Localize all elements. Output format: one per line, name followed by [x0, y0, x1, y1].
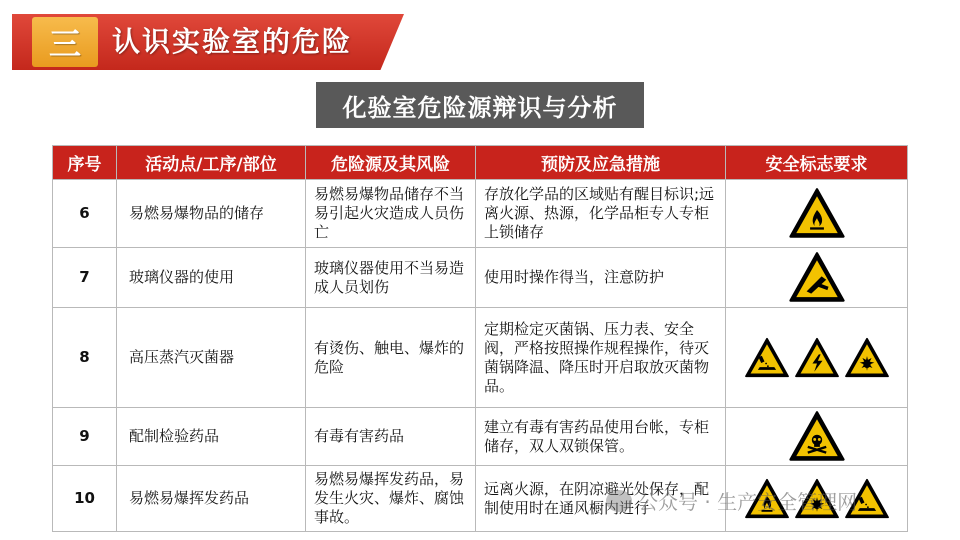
row-measures: 远离火源，在阴凉避光处保存，配制使用时在通风橱内进行: [476, 466, 726, 532]
row-signs: [726, 180, 908, 248]
header-signs: 安全标志要求: [726, 146, 908, 180]
row-activity: 高压蒸汽灭菌器: [117, 308, 306, 408]
electric-shock-icon: [794, 337, 840, 379]
table-row: [53, 308, 908, 408]
row-hazard: 有烫伤、触电、爆炸的危险: [306, 308, 476, 408]
row-activity: 易燃易爆挥发药品: [117, 466, 306, 532]
table-row: [53, 180, 908, 248]
wechat-icon: [606, 490, 632, 512]
explosive-icon: [844, 337, 890, 379]
section-number: 三: [32, 17, 98, 67]
table-row: [53, 248, 908, 308]
section-title: 认识实验室的危险: [112, 25, 353, 58]
row-measures: 建立有毒有害药品使用台帐，专柜储存，双人双锁保管。: [476, 408, 726, 466]
section-banner: [12, 14, 404, 70]
watermark-text: 公众号 · 生产安全管理网: [638, 490, 858, 514]
table-header-row: [53, 146, 908, 180]
cut-hazard-icon: [788, 251, 846, 304]
row-activity: 玻璃仪器的使用: [117, 248, 306, 308]
hazard-table: [52, 145, 908, 532]
header-activity: 活动点/工序/部位: [117, 146, 306, 180]
page-subtitle: 化验室危险源辩识与分析: [316, 82, 644, 128]
row-signs: [726, 408, 908, 466]
row-hazard: 有毒有害药品: [306, 408, 476, 466]
row-measures: 存放化学品的区域贴有醒目标识;远离火源、热源，化学品柜专人专柜上锁储存: [476, 180, 726, 248]
row-hazard: 玻璃仪器使用不当易造成人员划伤: [306, 248, 476, 308]
row-activity: 易燃易爆物品的储存: [117, 180, 306, 248]
row-hazard: 易燃易爆挥发药品，易发生火灾、爆炸、腐蚀事故。: [306, 466, 476, 532]
row-measures: 定期检定灭菌锅、压力表、安全阀，严格按照操作规程操作，待灭菌锅降温、降压时开启取放灭菌物品。: [476, 308, 726, 408]
table-row: [53, 408, 908, 466]
row-number: 9: [53, 408, 117, 466]
flammable-icon: [788, 187, 846, 240]
header-hazard: 危险源及其风险: [306, 146, 476, 180]
row-measures: 使用时操作得当，注意防护: [476, 248, 726, 308]
row-signs: [726, 308, 908, 408]
row-number: 6: [53, 180, 117, 248]
watermark: [606, 486, 857, 515]
row-number: 10: [53, 466, 117, 532]
row-hazard: 易燃易爆物品储存不当易引起火灾造成人员伤亡: [306, 180, 476, 248]
corrosive-icon: [744, 337, 790, 379]
row-signs: [726, 248, 908, 308]
header-measures: 预防及应急措施: [476, 146, 726, 180]
row-number: 8: [53, 308, 117, 408]
row-number: 7: [53, 248, 117, 308]
row-activity: 配制检验药品: [117, 408, 306, 466]
header-no: 序号: [53, 146, 117, 180]
toxic-icon: [788, 410, 846, 463]
